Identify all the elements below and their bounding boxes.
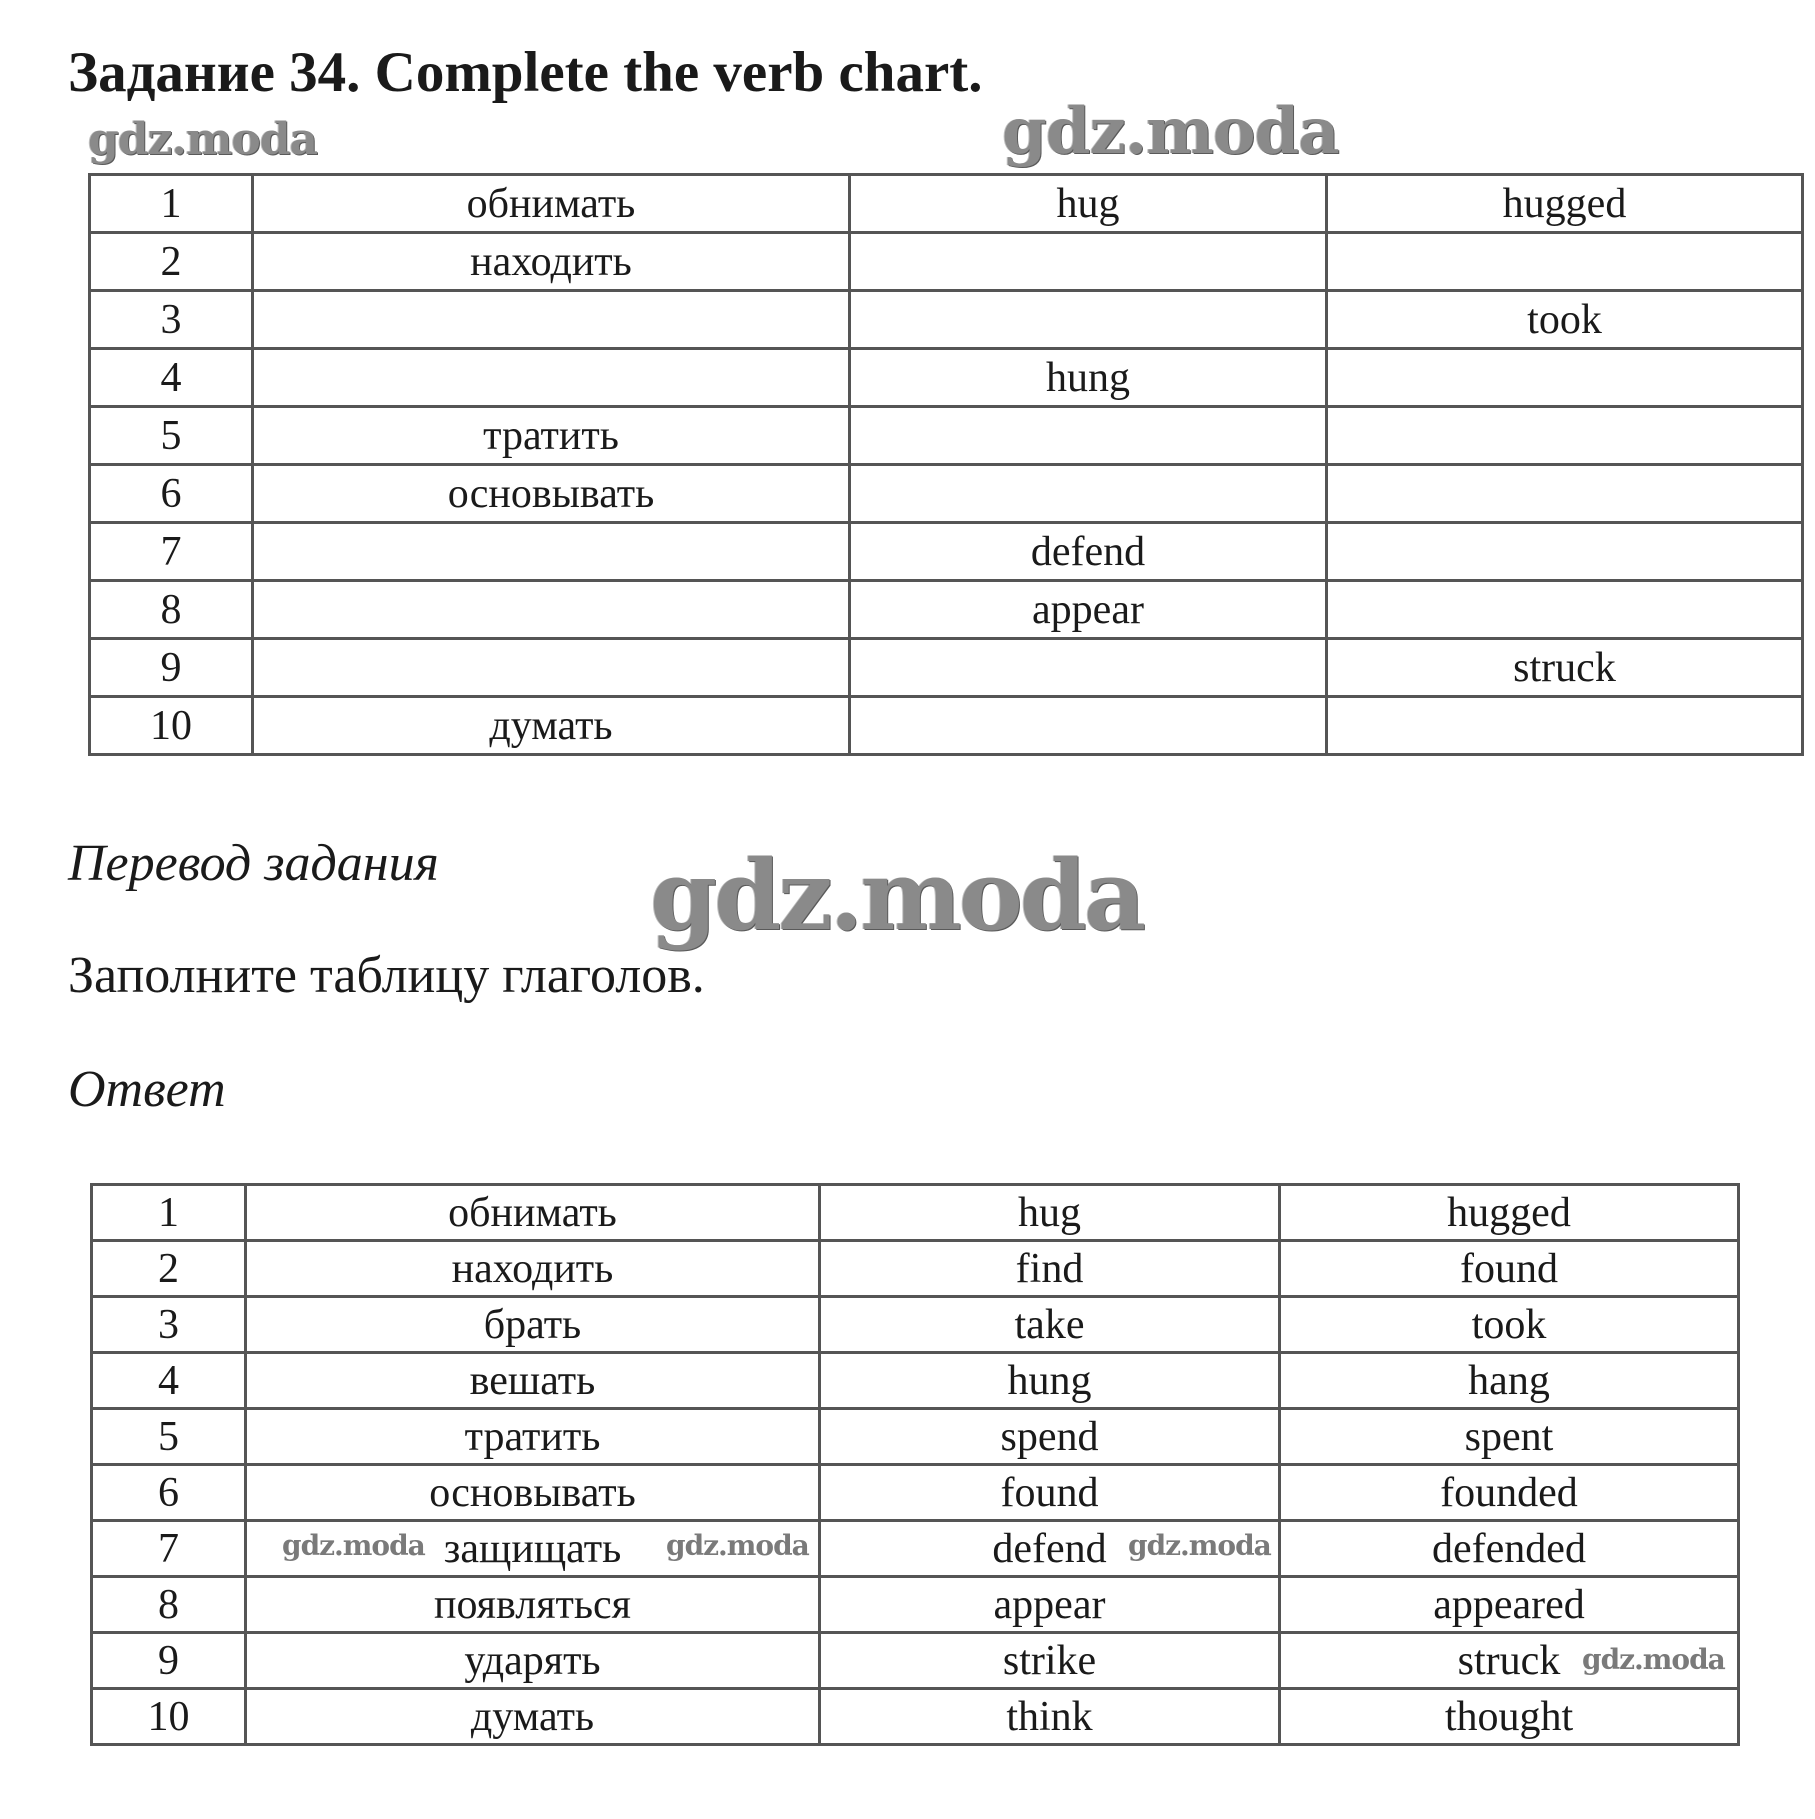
row-number-cell: 1 — [92, 1185, 246, 1241]
table-row — [92, 1633, 1739, 1689]
past-form-cell: struck — [1280, 1633, 1739, 1689]
base-form-cell: hung — [820, 1353, 1280, 1409]
table-row — [92, 1353, 1739, 1409]
base-form-cell: found — [820, 1465, 1280, 1521]
russian-verb-cell: думать — [246, 1689, 820, 1745]
past-form-cell: struck — [1327, 639, 1803, 697]
russian-verb-cell: появляться — [246, 1577, 820, 1633]
row-number-cell: 8 — [92, 1577, 246, 1633]
task-verb-table — [88, 173, 1804, 756]
table-row — [92, 1185, 1739, 1241]
base-form-cell — [850, 639, 1327, 697]
row-number-cell: 6 — [92, 1465, 246, 1521]
row-number-cell: 5 — [92, 1409, 246, 1465]
russian-verb-cell: основывать — [246, 1465, 820, 1521]
past-form-cell: appeared — [1280, 1577, 1739, 1633]
past-form-cell: thought — [1280, 1689, 1739, 1745]
russian-verb-cell — [253, 523, 850, 581]
russian-verb-cell: думать — [253, 697, 850, 755]
russian-verb-cell: находить — [246, 1241, 820, 1297]
watermark: gdz.moda — [650, 839, 1144, 952]
row-number-cell: 4 — [92, 1353, 246, 1409]
base-form-cell — [850, 291, 1327, 349]
answer-verb-table — [90, 1183, 1740, 1746]
row-number-cell: 10 — [92, 1689, 246, 1745]
row-number-cell: 4 — [90, 349, 253, 407]
base-form-cell: find — [820, 1241, 1280, 1297]
past-form-cell: hugged — [1327, 175, 1803, 233]
base-form-cell: defend — [850, 523, 1327, 581]
table-row — [92, 1689, 1739, 1745]
watermark: gdz.moda — [1002, 94, 1339, 169]
past-form-cell: took — [1327, 291, 1803, 349]
past-form-cell — [1327, 349, 1803, 407]
answer-heading: Ответ — [68, 1061, 226, 1118]
table-row — [90, 639, 1803, 697]
watermark: gdz.moda — [666, 1529, 809, 1562]
table-row — [90, 349, 1803, 407]
russian-verb-cell: обнимать — [253, 175, 850, 233]
watermark: gdz.moda — [282, 1529, 425, 1562]
watermark: gdz.moda — [1128, 1529, 1271, 1562]
table-row — [92, 1577, 1739, 1633]
base-form-cell: think — [820, 1689, 1280, 1745]
base-form-cell: appear — [850, 581, 1327, 639]
russian-verb-cell — [253, 349, 850, 407]
past-form-cell: hugged — [1280, 1185, 1739, 1241]
task-heading: Задание 34. Complete the verb chart. — [68, 41, 983, 104]
russian-verb-cell: тратить — [253, 407, 850, 465]
base-form-cell: strike — [820, 1633, 1280, 1689]
table-row — [92, 1465, 1739, 1521]
translation-text: Заполните таблицу глаголов. — [68, 947, 705, 1004]
row-number-cell: 2 — [92, 1241, 246, 1297]
base-form-cell: take — [820, 1297, 1280, 1353]
past-form-cell — [1327, 407, 1803, 465]
watermark: gdz.moda — [1582, 1643, 1725, 1676]
past-form-cell — [1327, 233, 1803, 291]
base-form-cell: appear — [820, 1577, 1280, 1633]
row-number-cell: 7 — [92, 1521, 246, 1577]
base-form-cell — [850, 465, 1327, 523]
base-form-cell: hug — [850, 175, 1327, 233]
table-row — [90, 407, 1803, 465]
past-form-cell — [1327, 523, 1803, 581]
base-form-cell: hug — [820, 1185, 1280, 1241]
row-number-cell: 9 — [92, 1633, 246, 1689]
past-form-cell — [1327, 697, 1803, 755]
russian-verb-cell — [253, 581, 850, 639]
row-number-cell: 10 — [90, 697, 253, 755]
base-form-cell: hung — [850, 349, 1327, 407]
table-row — [92, 1297, 1739, 1353]
base-form-cell: defend — [820, 1521, 1280, 1577]
row-number-cell: 5 — [90, 407, 253, 465]
row-number-cell: 3 — [92, 1297, 246, 1353]
table-row — [90, 291, 1803, 349]
russian-verb-cell: тратить — [246, 1409, 820, 1465]
past-form-cell: took — [1280, 1297, 1739, 1353]
russian-verb-cell: вешать — [246, 1353, 820, 1409]
past-form-cell: spent — [1280, 1409, 1739, 1465]
row-number-cell: 2 — [90, 233, 253, 291]
past-form-cell: defended — [1280, 1521, 1739, 1577]
russian-verb-cell: ударять — [246, 1633, 820, 1689]
past-form-cell: hang — [1280, 1353, 1739, 1409]
table-row — [90, 523, 1803, 581]
watermark: gdz.moda — [88, 114, 318, 165]
past-form-cell: founded — [1280, 1465, 1739, 1521]
russian-verb-cell — [253, 639, 850, 697]
table-row — [90, 233, 1803, 291]
russian-verb-cell — [253, 291, 850, 349]
russian-verb-cell: брать — [246, 1297, 820, 1353]
russian-verb-cell: обнимать — [246, 1185, 820, 1241]
row-number-cell: 8 — [90, 581, 253, 639]
base-form-cell: spend — [820, 1409, 1280, 1465]
table-row — [90, 175, 1803, 233]
table-row — [90, 581, 1803, 639]
table-row — [92, 1409, 1739, 1465]
table-row — [90, 465, 1803, 523]
past-form-cell: found — [1280, 1241, 1739, 1297]
table-row — [92, 1241, 1739, 1297]
row-number-cell: 9 — [90, 639, 253, 697]
past-form-cell — [1327, 465, 1803, 523]
row-number-cell: 6 — [90, 465, 253, 523]
base-form-cell — [850, 407, 1327, 465]
row-number-cell: 1 — [90, 175, 253, 233]
table-row — [90, 697, 1803, 755]
russian-verb-cell: основывать — [253, 465, 850, 523]
past-form-cell — [1327, 581, 1803, 639]
base-form-cell — [850, 233, 1327, 291]
russian-verb-cell: защищать — [246, 1521, 820, 1577]
row-number-cell: 7 — [90, 523, 253, 581]
row-number-cell: 3 — [90, 291, 253, 349]
translation-heading: Перевод задания — [68, 835, 439, 892]
base-form-cell — [850, 697, 1327, 755]
russian-verb-cell: находить — [253, 233, 850, 291]
